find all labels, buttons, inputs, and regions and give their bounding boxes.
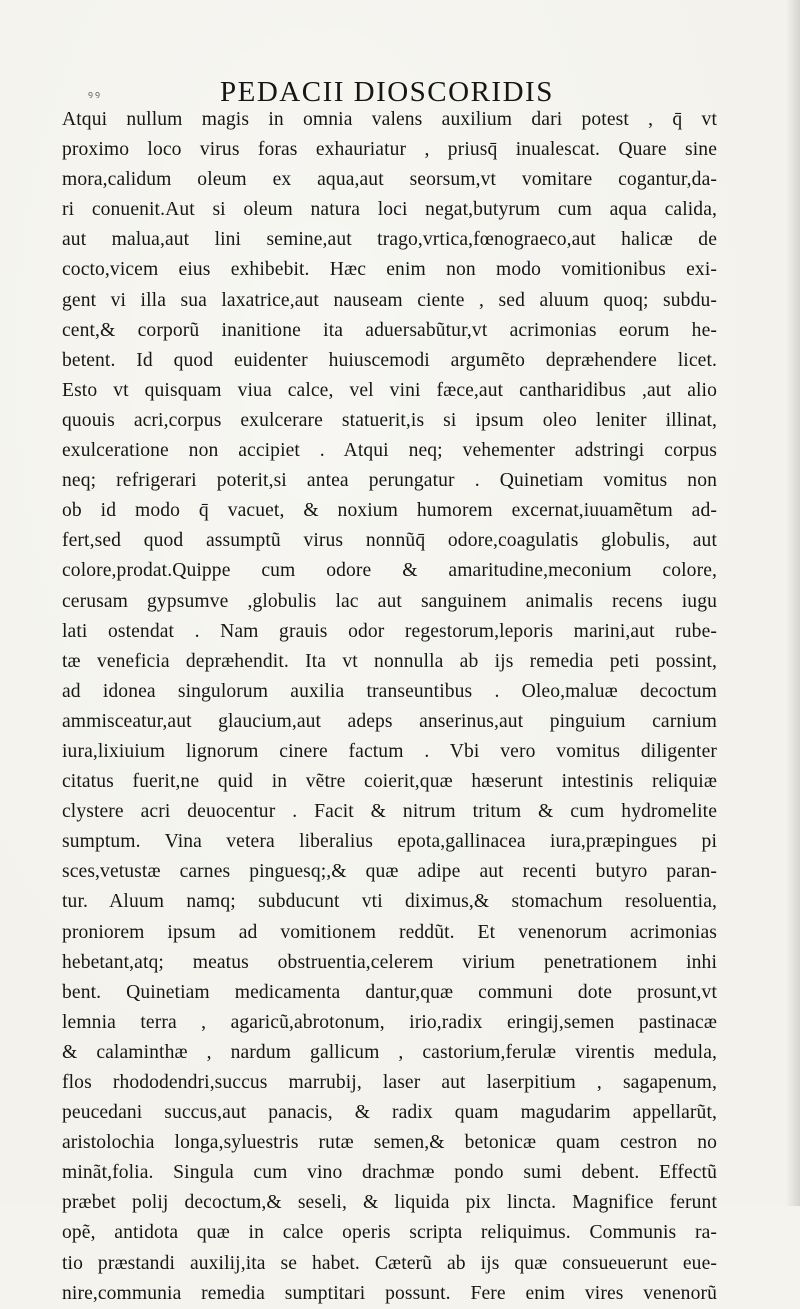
text-line: gent vi illa sua laxatrice,aut nauseam ciente , sed aluum quoq; subdu- [62, 289, 717, 311]
text-line: colore,prodat.Quippe cum odore & amaritudine,meconium colore, [62, 560, 717, 582]
text-line: lati ostendat . Nam grauis odor regestorum,leporis marini,aut rube- [62, 620, 717, 642]
text-line: ad idonea singulorum auxilia transeuntibus . Oleo,maluæ decoctum [62, 680, 717, 702]
text-line: bent. Quinetiam medicamenta dantur,quæ communi dote prosunt,vt [62, 981, 717, 1003]
text-line: ob id modo q̄ vacuet, & noxium humorem excernat,iuuamẽtum ad- [62, 500, 717, 522]
text-line: proximo loco virus foras exhauriatur , priusq̄ inualescat. Quare sine [62, 139, 717, 161]
text-line: nire,communia remedia sumptitari possunt. Fere enim vires venenorũ [62, 1282, 717, 1304]
text-line: præbet polij decoctum,& seseli, & liquida pix lincta. Magnifice ferunt [62, 1192, 717, 1214]
text-line: citatus fuerit,ne quid in vẽtre coierit,quæ hæserunt intestinis reliquiæ [62, 771, 717, 793]
text-line: fert,sed quod assumptũ virus nonnũq̄ odore,coagulatis globulis, aut [62, 530, 717, 552]
text-line: peucedani succus,aut panacis, & radix quam magudarim appellarũt, [62, 1102, 717, 1124]
text-line: minãt,folia. Singula cum vino drachmæ pondo sumi debent. Effectũ [62, 1162, 717, 1184]
text-line: flos rhododendri,succus marrubij, laser aut laserpitium , sagapenum, [62, 1072, 717, 1093]
text-line: neq; refrigerari poterit,si antea perungatur . Quinetiam vomitus non [62, 470, 717, 492]
text-line: proniorem ipsum ad vomitionem reddũt. Et venenorum acrimonias [62, 921, 717, 943]
text-line: hebetant,atq; meatus obstruentia,celerem virium penetrationem inhi [62, 951, 717, 973]
text-line: sces,vetustæ carnes pinguesq;,& quæ adipe aut recenti butyro paran- [62, 861, 717, 883]
text-line: tæ veneficia depræhendit. Ita vt nonnulla ab ijs remedia peti possint, [62, 650, 717, 672]
folio-mark: ꝰꝰ [88, 88, 102, 103]
text-line: opẽ, antidota quæ in calce operis scripta reliquimus. Communis ra- [62, 1222, 717, 1244]
text-line: clystere acri deuocentur . Facit & nitrum tritum & cum hydromelite [62, 801, 717, 823]
text-line: exulceratione non accipiet . Atqui neq; vehementer adstringi corpus [62, 440, 717, 462]
text-line: cerusam gypsumve ,globulis lac aut sanguinem animalis recens iugu [62, 590, 717, 612]
text-line: ri conuenit.Aut si oleum natura loci negat,butyrum cum aqua calida, [62, 199, 717, 221]
text-line: quouis acri,corpus exulcerare statuerit,is si ipsum oleo leniter illinat, [62, 409, 717, 431]
text-line: tur. Aluum namq; subducunt vti diximus,& stomachum resoluentia, [62, 891, 717, 913]
body-text [62, 105, 717, 1309]
text-line: cocto,vicem eius exhibebit. Hæc enim non modo vomitionibus exi- [62, 259, 717, 281]
running-head: PEDACII DIOSCORIDIS [220, 76, 554, 108]
text-line: cent,& corporũ inanitione ita aduersabũtur,vt acrimonias eorum he- [62, 319, 717, 341]
text-line: betent. Id quod euidenter huiuscemodi argumẽto depræhendere licet. [62, 349, 717, 371]
text-line: aristolochia longa,syluestris rutæ semen,& betonicæ quam cestron no [62, 1132, 717, 1154]
text-line: mora,calidum oleum ex aqua,aut seorsum,vt vomitare cogantur,da- [62, 169, 717, 191]
text-line: & calaminthæ , nardum gallicum , castorium,ferulæ virentis medula, [62, 1041, 717, 1063]
text-line: lemnia terra , agaricũ,abrotonum, irio,radix eringij,semen pastinacæ [62, 1011, 717, 1033]
text-line: aut malua,aut lini semine,aut trago,vrtica,fœnograeco,aut halicæ de [62, 229, 717, 251]
text-line: tio præstandi auxilij,ita se habet. Cæterũ ab ijs quæ consueuerunt eue- [62, 1252, 717, 1274]
text-line: sumptum. Vina vetera liberalius epota,gallinacea iura,præpingues pi [62, 831, 717, 853]
text-line: Atqui nullum magis in omnia valens auxilium dari potest , q̄ vt [62, 109, 717, 130]
text-line: iura,lixiuium lignorum cinere factum . Vbi vero vomitus diligenter [62, 740, 717, 762]
text-line: Esto vt quisquam viua calce, vel vini fæce,aut cantharidibus ,aut alio [62, 379, 717, 401]
page-edge-shadow [786, 0, 800, 1206]
text-line: ammisceatur,aut glaucium,aut adeps anserinus,aut pinguium carnium [62, 710, 717, 732]
